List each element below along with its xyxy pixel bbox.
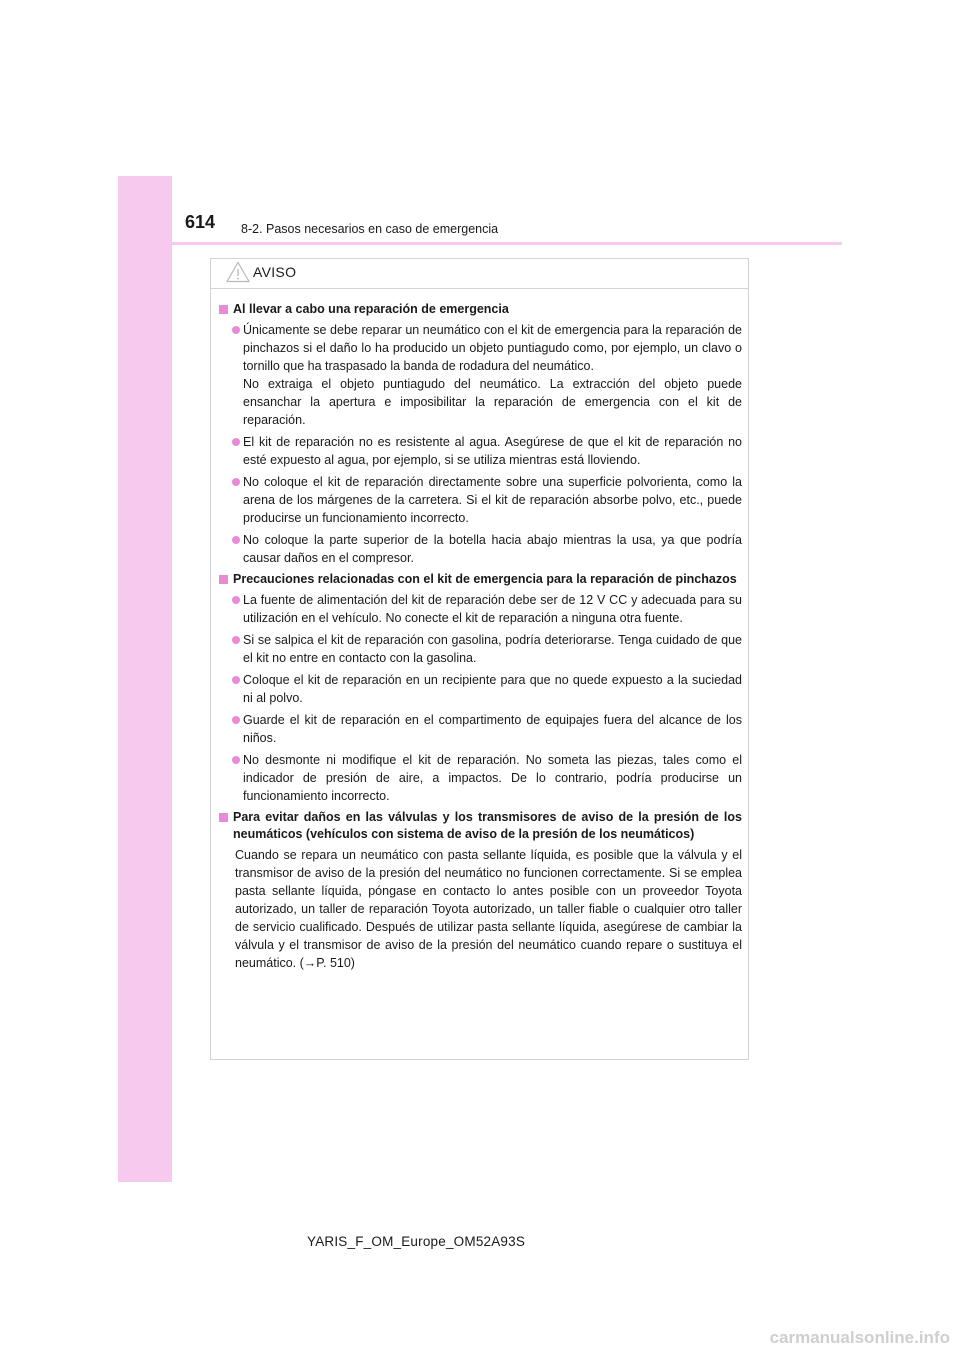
warning-header: [211, 259, 748, 289]
section-heading: Para evitar daños en las válvulas y los transmisores de aviso de la presión de los neumáticos (vehículos con sistema de aviso de la presión de los neumáticos): [218, 809, 742, 843]
round-bullet-icon: [232, 676, 240, 684]
section-repair-kit-precautions: [218, 571, 742, 805]
round-bullet-icon: [232, 536, 240, 544]
round-bullet-icon: [232, 716, 240, 724]
section-heading: Al llevar a cabo una reparación de emergencia: [218, 301, 742, 318]
square-bullet-icon: [219, 305, 228, 314]
round-bullet-icon: [232, 326, 240, 334]
list-item: Coloque el kit de reparación en un recipiente para que no quede expuesto a la suciedad ni al polvo.: [218, 671, 742, 707]
section-emergency-repair: [218, 301, 742, 567]
warning-label: AVISO: [253, 264, 297, 280]
list-item: El kit de reparación no es resistente al agua. Asegúrese de que el kit de reparación no esté expuesto al agua, por ejemplo, si se utiliza mientras está lloviendo.: [218, 433, 742, 469]
square-bullet-icon: [219, 813, 228, 822]
chapter-side-tab: [118, 176, 172, 1182]
warning-body: [211, 289, 748, 972]
header-divider: [172, 242, 842, 245]
list-item: No coloque la parte superior de la botella hacia abajo mientras la usa, ya que podría causar daños en el compresor.: [218, 531, 742, 567]
list-item: Si se salpica el kit de reparación con gasolina, podría deteriorarse. Tenga cuidado de que el kit no entre en contacto con la gasolina.: [218, 631, 742, 667]
list-item: No coloque el kit de reparación directamente sobre una superficie polvorienta, como la arena de los márgenes de la carretera. Si el kit de reparación absorbe polvo, etc., puede producirse un funcionamiento incorrecto.: [218, 473, 742, 527]
round-bullet-icon: [232, 756, 240, 764]
round-bullet-icon: [232, 438, 240, 446]
list-item: La fuente de alimentación del kit de reparación debe ser de 12 V CC y adecuada para su utilización en el vehículo. No conecte el kit de reparación a ninguna otra fuente.: [218, 591, 742, 627]
page-number: 614: [185, 212, 216, 232]
watermark: carmanualsonline.info: [769, 1328, 950, 1347]
section-heading: Precauciones relacionadas con el kit de emergencia para la reparación de pinchazos: [218, 571, 742, 588]
list-item: Únicamente se debe reparar un neumático con el kit de emergencia para la reparación de pinchazos si el daño lo ha producido un objeto puntiagudo como, por ejemplo, un clavo o tornillo que ha traspasado la banda de rodadura del neumático. No extraiga el objeto puntiagudo del neumático. La extracción del objeto puede ensanchar la apertura e imposibilitar la reparación de emergencia con el kit de reparación.: [218, 321, 742, 429]
warning-triangle-icon: [226, 261, 250, 283]
round-bullet-icon: [232, 478, 240, 486]
round-bullet-icon: [232, 596, 240, 604]
warning-box: [210, 258, 749, 1060]
document-code: YARIS_F_OM_Europe_OM52A93S: [307, 1234, 526, 1249]
round-bullet-icon: [232, 636, 240, 644]
list-item: Guarde el kit de reparación en el compartimento de equipajes fuera del alcance de los niños.: [218, 711, 742, 747]
list-item: No desmonte ni modifique el kit de reparación. No someta las piezas, tales como el indicador de presión de aire, a impactos. De lo contrario, podría producirse un funcionamiento incorrecto.: [218, 751, 742, 805]
square-bullet-icon: [219, 575, 228, 584]
section-valve-transmitter: [218, 809, 742, 972]
section-title: 8-2. Pasos necesarios en caso de emergencia: [241, 222, 499, 236]
section-paragraph: Cuando se repara un neumático con pasta sellante líquida, es posible que la válvula y el transmisor de aviso de la presión del neumático no funcionen correctamente. Si se emplea pasta sellante líquida, póngase en contacto lo antes posible con un proveedor Toyota autorizado, un taller de reparación Toyota autorizado, un taller fiable o cualquier otro taller de servicio cualificado. Después de utilizar pasta sellante líquida, asegúrese de cambiar la válvula y el transmisor de aviso de la presión del neumático cuando repare o sustituya el neumático. (→P. 510): [235, 848, 742, 970]
